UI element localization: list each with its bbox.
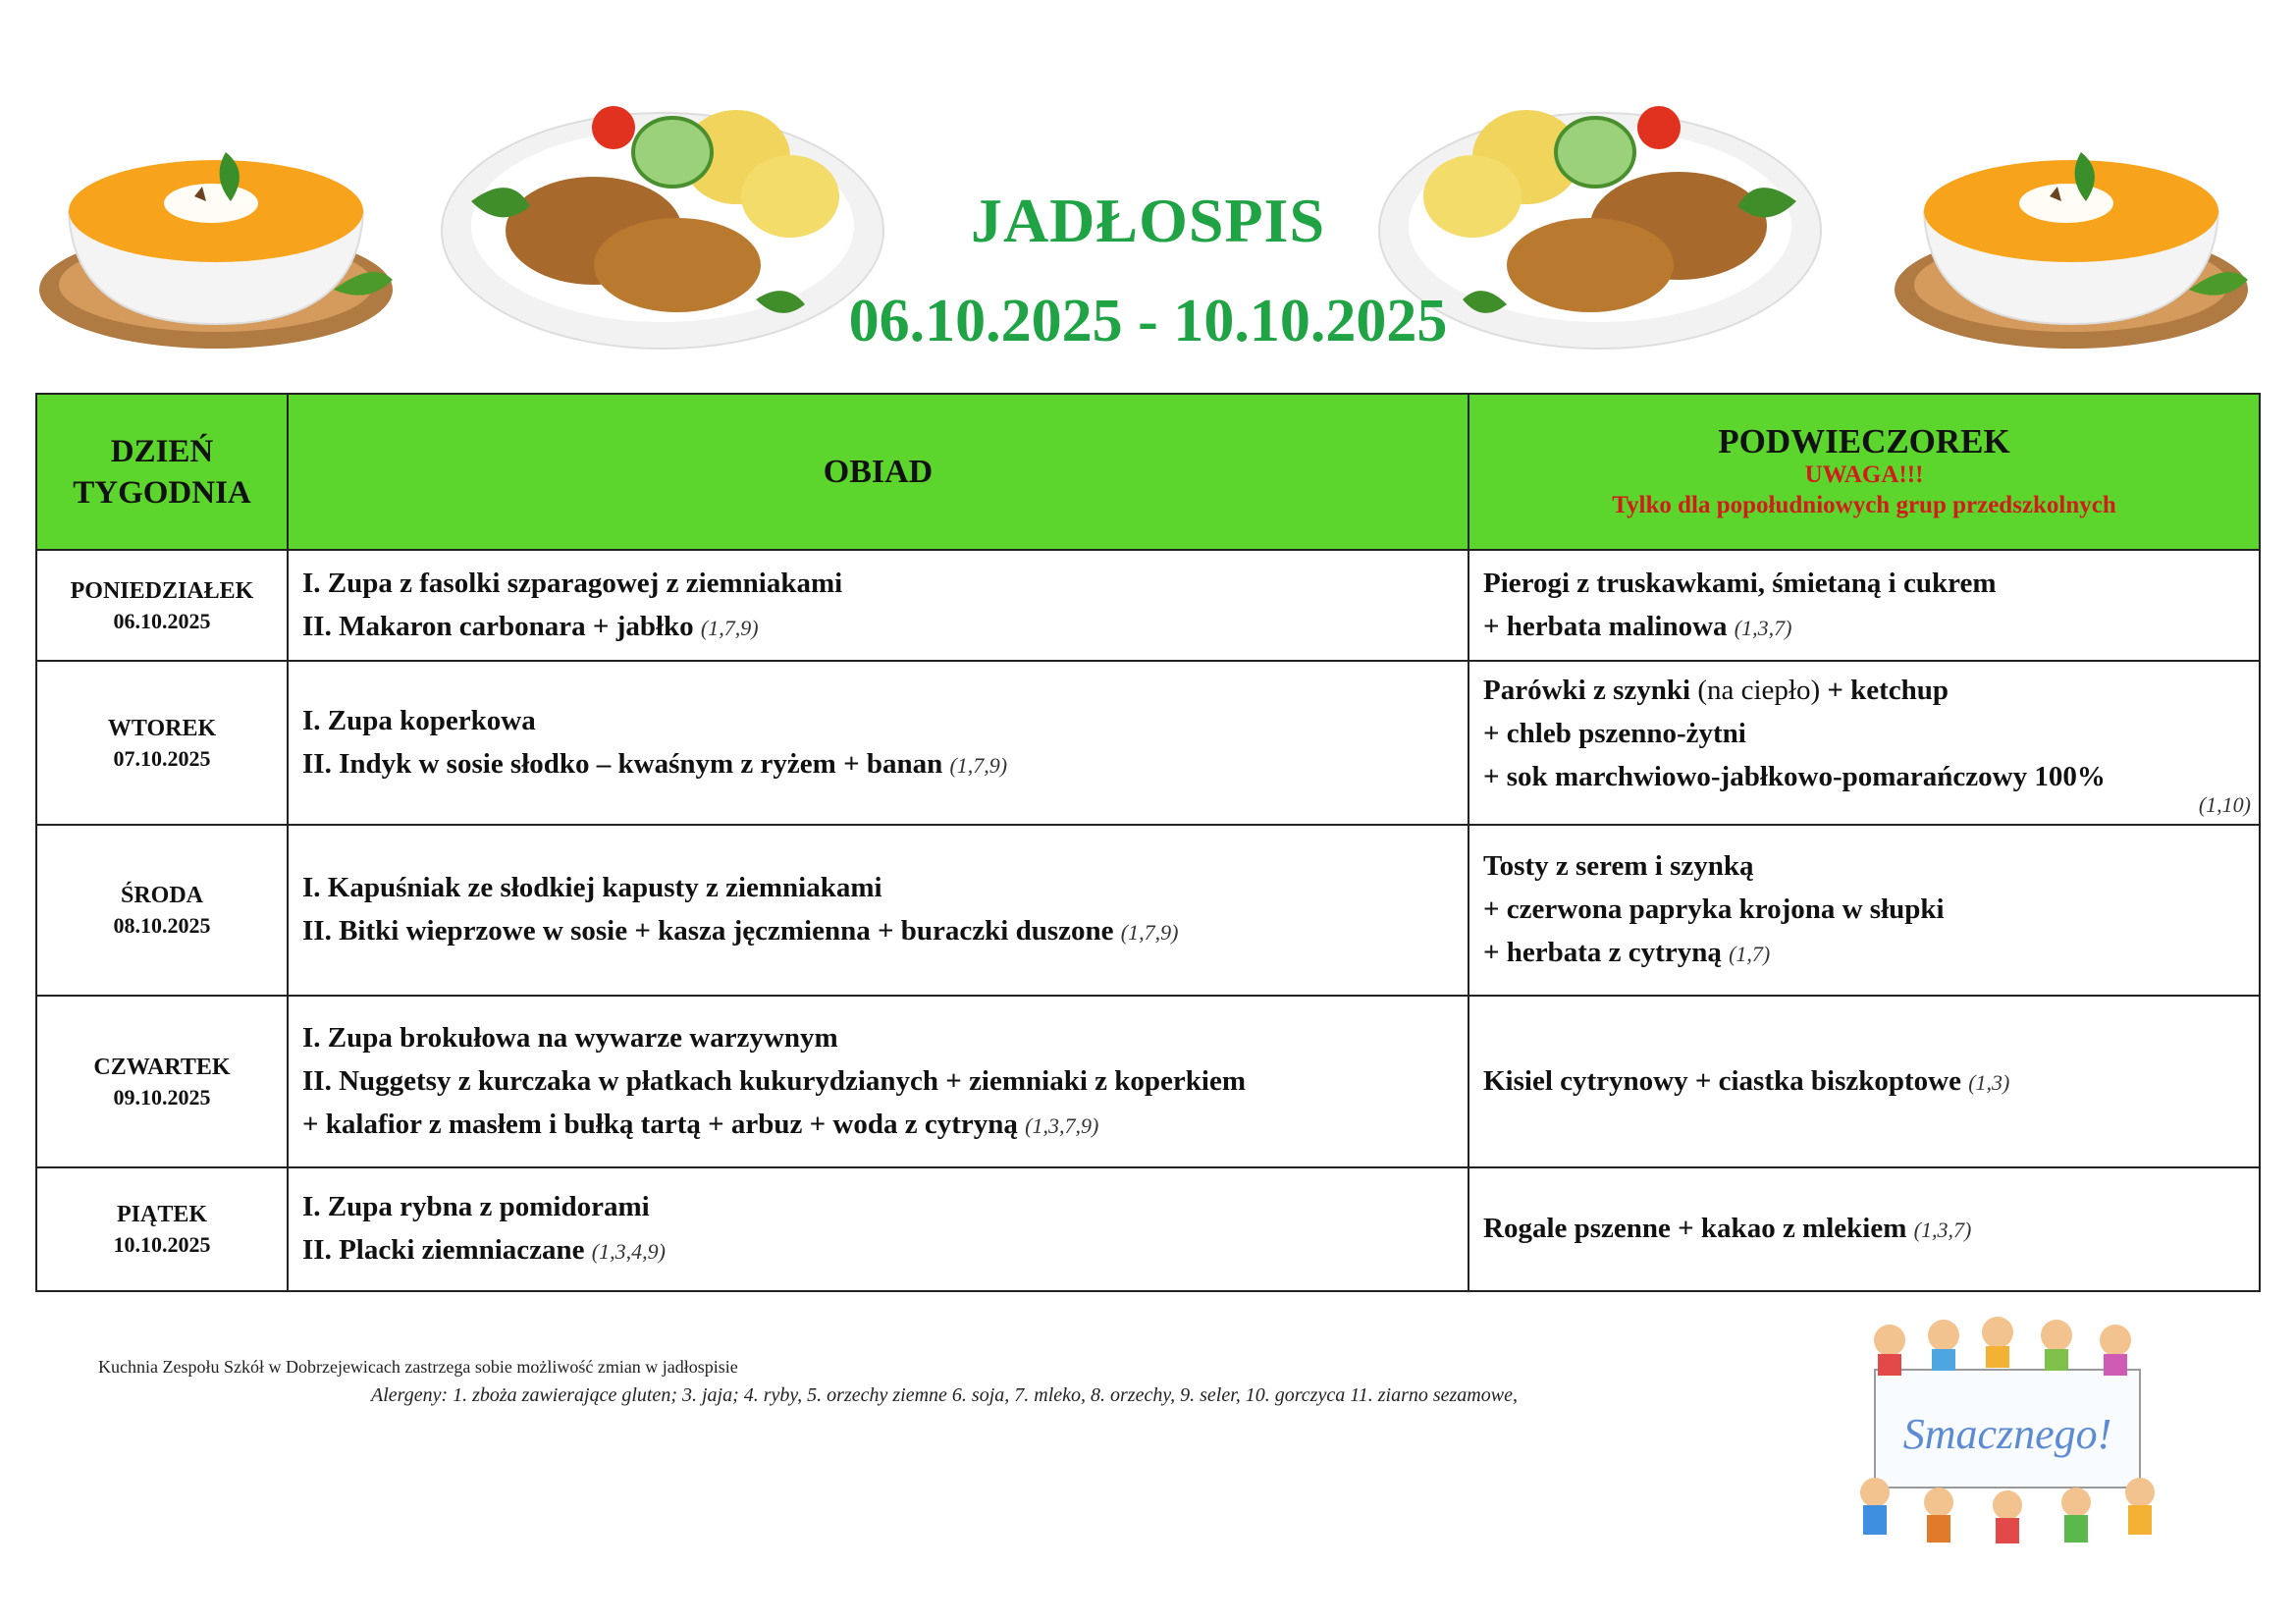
allergen-codes: (1,7) (1729, 942, 1771, 966)
dish-line: Rogale pszenne + kakao z mlekiem (1,3,7) (1483, 1213, 1972, 1244)
dish-line: + czerwona papryka krojona w słupki (1483, 893, 1945, 925)
header-day-line1: DZIEŃ (110, 433, 214, 469)
table-row (36, 996, 2260, 1167)
dish-line: + kalafior z masłem i bułką tartą + arbuz + woda z cytryną (1,3,7,9) (302, 1108, 1099, 1140)
dish-line: II. Indyk w sosie słodko – kwaśnym z ryżem + banan (1,7,9) (302, 747, 1008, 780)
svg-text:Smacznego!: Smacznego! (1902, 1410, 2112, 1458)
obiad-cell (288, 661, 1468, 825)
header-podwieczorek-title: PODWIECZOREK (1718, 421, 2010, 460)
day-cell (36, 1167, 288, 1291)
day-cell (36, 825, 288, 996)
allergen-codes: (1,3,7,9) (1025, 1112, 1099, 1138)
obiad-cell (288, 550, 1468, 661)
header-podwieczorek (1468, 394, 2260, 550)
table-row (36, 550, 2260, 661)
dish-line: Parówki z szynki (na ciepło) + ketchup (1483, 674, 1949, 706)
dish-line: I. Kapuśniak ze słodkiej kapusty z ziemniakami (302, 872, 882, 903)
obiad-cell (288, 825, 1468, 996)
podwieczorek-cell (1468, 661, 2260, 825)
obiad-cell (288, 1167, 1468, 1291)
obiad-cell (288, 996, 1468, 1167)
allergen-codes: (1,7,9) (700, 615, 759, 640)
dish-line: I. Zupa brokułowa na wywarze warzywnym (302, 1021, 838, 1054)
day-name: ŚRODA (120, 883, 203, 908)
dish-line: Pierogi z truskawkami, śmietaną i cukrem (1483, 567, 1997, 599)
podwieczorek-cell (1468, 996, 2260, 1167)
smacznego-logo-image (1831, 1311, 2184, 1546)
page-title: JADŁOSPIS (970, 186, 1326, 255)
dish-line: II. Placki ziemniaczane (1,3,4,9) (302, 1234, 666, 1266)
day-name: PIĄTEK (116, 1202, 207, 1227)
day-date: 08.10.2025 (113, 913, 211, 938)
allergen-codes: (1,7,9) (1120, 920, 1179, 945)
menu-table (35, 393, 2261, 1292)
dish-line: II. Bitki wieprzowe w sosie + kasza jęczmienna + buraczki duszone (1,7,9) (302, 915, 1179, 947)
allergen-legend: Alergeny: 1. zboża zawierające gluten; 3. jaja; 4. ryby, 5. orzechy ziemne 6. soja, 7. mleko, 8. orzechy, 9. seler, 10. gorczyca 11. ziarno sezamowe, (371, 1384, 1518, 1406)
day-date: 10.10.2025 (113, 1232, 211, 1257)
dish-line: + herbata malinowa (1,3,7) (1483, 610, 1792, 642)
header-day-line2: TYGODNIA (73, 474, 251, 511)
allergen-codes: (1,3,7) (1734, 615, 1792, 640)
dish-line: + chleb pszenno-żytni (1483, 717, 1746, 749)
dish-note: (na ciepło) (1697, 674, 1821, 706)
dish-line: I. Zupa koperkowa (302, 704, 536, 736)
table-row (36, 1167, 2260, 1291)
allergen-codes: (1,10) (2198, 791, 2251, 817)
day-name: CZWARTEK (93, 1054, 231, 1080)
day-cell (36, 550, 288, 661)
day-date: 07.10.2025 (113, 745, 211, 771)
dish-line: II. Nuggetsy z kurczaka w płatkach kukurydzianych + ziemniaki z koperkiem (302, 1064, 1246, 1097)
allergen-codes: (1,3,4,9) (591, 1239, 666, 1264)
header-day-of-week (36, 394, 288, 550)
allergen-codes: (1,3) (1968, 1069, 2010, 1095)
dish-line: I. Zupa z fasolki szparagowej z ziemniakami (302, 567, 843, 599)
dish-line: I. Zupa rybna z pomidorami (302, 1191, 650, 1222)
kitchen-note: Kuchnia Zespołu Szkół w Dobrzejewicach zastrzega sobie możliwość zmian w jadłospisie (98, 1357, 738, 1377)
podwieczorek-cell (1468, 550, 2260, 661)
allergen-codes: (1,3,7) (1913, 1218, 1972, 1242)
day-date: 06.10.2025 (113, 608, 211, 633)
podwieczorek-cell (1468, 1167, 2260, 1291)
dish-line: II. Makaron carbonara + jabłko (1,7,9) (302, 610, 759, 642)
podwieczorek-cell (1468, 825, 2260, 996)
header-podwieczorek-warning: UWAGA!!! (1804, 460, 1924, 488)
day-cell (36, 661, 288, 825)
header-podwieczorek-info: Tylko dla popołudniowych grup przedszkolnych (1612, 491, 2116, 518)
header-obiad: OBIAD (288, 394, 1468, 550)
dish-line: + sok marchwiowo-jabłkowo-pomarańczowy 100% (1483, 760, 2106, 792)
day-name: WTOREK (107, 715, 217, 741)
table-row (36, 825, 2260, 996)
dish-line: Tosty z serem i szynką (1483, 850, 1754, 882)
table-row (36, 661, 2260, 825)
dish-line: Kisiel cytrynowy + ciastka biszkoptowe (1,3) (1483, 1064, 2010, 1097)
day-name: PONIEDZIAŁEK (70, 577, 254, 604)
day-date: 09.10.2025 (113, 1084, 211, 1110)
day-cell (36, 996, 288, 1167)
allergen-codes: (1,7,9) (949, 752, 1008, 778)
dish-line: + herbata z cytryną (1,7) (1483, 937, 1771, 968)
date-range: 06.10.2025 - 10.10.2025 (848, 288, 1448, 354)
table-header-row (36, 394, 2260, 550)
